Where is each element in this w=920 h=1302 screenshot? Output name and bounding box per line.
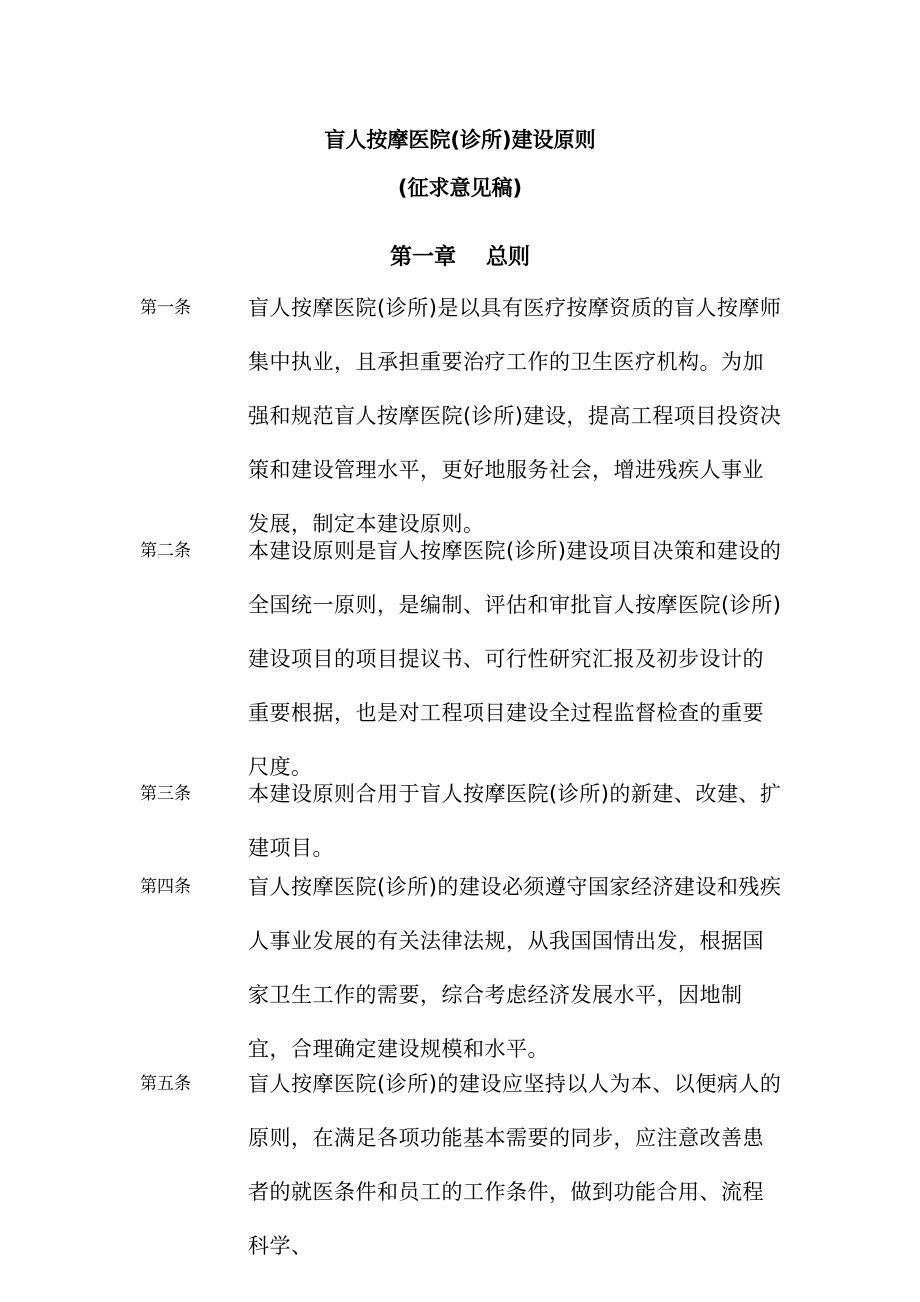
article-text: 本建设原则合用于盲人按摩医院(诊所)的新建、改建、扩建项目。 (248, 782, 782, 860)
article-text: 盲人按摩医院(诊所)是以具有医疗按摩资质的盲人按摩师集中执业，且承担重要治疗工作的卫生医疗机构。为加强和规范盲人按摩医院(诊所)建设，提高工程项目投资决策和建设管理水平，更好地服务社会，增进残疾人事业发展，制定本建设原则。 (248, 296, 782, 536)
chapter-name: 总则 (486, 245, 531, 270)
article-label: 第五条 (140, 1074, 191, 1094)
article-text: 盲人按摩医院(诊所)的建设必须遵守国家经济建设和残疾人事业发展的有关法律法规，从我国国情出发，根据国家卫生工作的需要，综合考虑经济发展水平，因地制宜，合理确定建设规模和水平。 (248, 875, 782, 1061)
document-subtitle: (征求意见稿) (397, 176, 523, 200)
article-text: 本建设原则是盲人按摩医院(诊所)建设项目决策和建设的全国统一原则，是编制、评估和审批盲人按摩医院(诊所)建设项目的项目提议书、可行性研究汇报及初步设计的重要根据，也是对工程项目建设全过程监督检查的重要尺度。 (248, 539, 782, 779)
article-label: 第一条 (140, 298, 191, 318)
article-label: 第四条 (140, 877, 191, 897)
article-text: 盲人按摩医院(诊所)的建设应坚持以人为本、以便病人的原则，在满足各项功能基本需要的同步，应注意改善患者的就医条件和员工的工作条件，做到功能合用、流程科学、 (248, 1072, 782, 1258)
chapter-number: 第一章 (389, 245, 456, 270)
article-label: 第三条 (140, 784, 191, 804)
chapter-heading (0, 243, 920, 273)
article-label: 第二条 (140, 541, 191, 561)
document-title: 盲人按摩医院(诊所)建设原则 (324, 128, 596, 152)
